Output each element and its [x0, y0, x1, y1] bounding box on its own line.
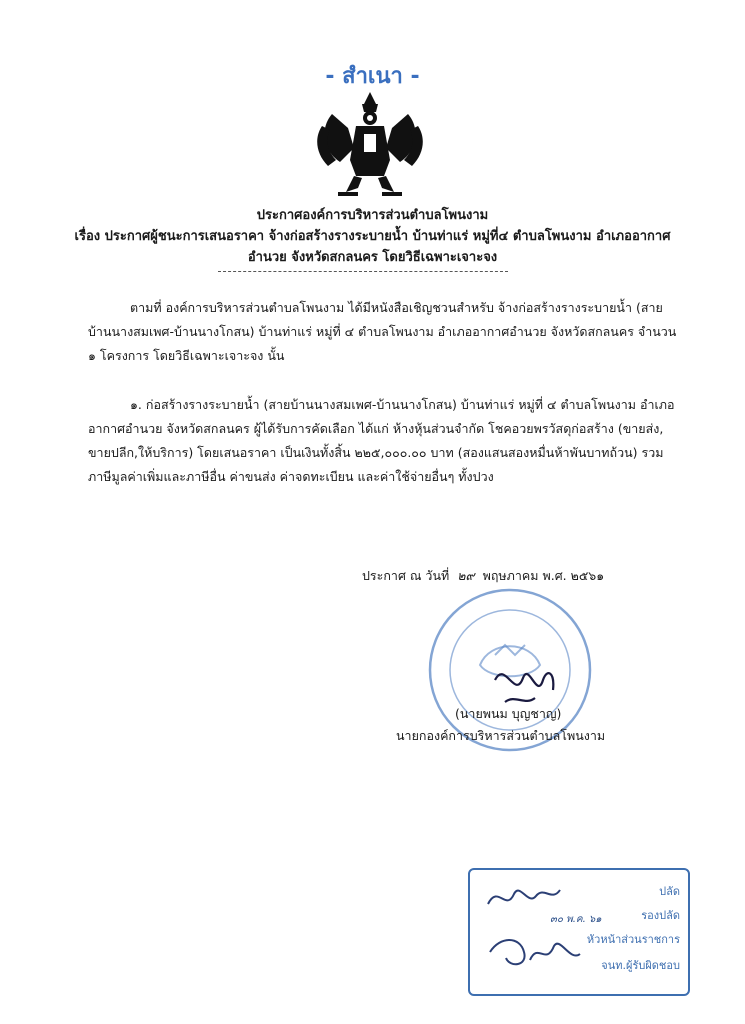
announcement-day: ๒๙	[457, 568, 475, 583]
document-subject-cont: อำนวย จังหวัดสกลนคร โดยวิธีเฉพาะเจาะจง	[247, 250, 498, 265]
stamp-handwritten-date: ๓๐ พ.ค. ๖๑	[550, 914, 602, 925]
announcement-date	[362, 566, 604, 586]
document-subject: เรื่อง ประกาศผู้ชนะการเสนอราคา จ้างก่อสร้างรางระบายน้ำ บ้านท่าแร่ หมู่ที่๔ ตำบลโพนงาม อำเภออากาศ	[74, 229, 671, 244]
announcement-prefix: ประกาศ ณ วันที่	[362, 568, 450, 583]
announcement-month-year: พฤษภาคม พ.ศ. ๒๕๖๑	[482, 568, 605, 583]
stamp-row-deputy: รองปลัด	[641, 909, 680, 922]
heading-divider	[218, 271, 508, 272]
stamp-signature-2-icon	[480, 932, 600, 972]
signer-name: (นายพนม บุญชาญ)	[455, 706, 562, 721]
document-heading: ประกาศองค์การบริหารส่วนตำบลโพนงาม	[256, 208, 489, 223]
stamp-signature-1-icon	[480, 876, 600, 916]
stamp-row-head: หัวหน้าส่วนราชการ	[586, 933, 680, 946]
garuda-emblem-icon	[310, 88, 430, 200]
stamp-row-chief: ปลัด	[659, 885, 680, 898]
signature-mark-icon	[485, 650, 565, 710]
copy-label: - สำเนา -	[325, 64, 420, 89]
signer-position: นายกองค์การบริหารส่วนตำบลโพนงาม	[396, 728, 606, 743]
body-paragraph-1: ตามที่ องค์การบริหารส่วนตำบลโพนงาม ได้มีหนังสือเชิญชวนสำหรับ จ้างก่อสร้างรางระบายน้ำ (สายบ้านนางสมเพศ-บ้านนางโกสน) บ้านท่าแร่ หมู่ที่ ๔ ตำบลโพนงาม อำเภออากาศอำนวย จังหวัดสกลนคร จำนวน ๑ โครงการ โดยวิธีเฉพาะเจาะจง นั้น	[88, 300, 677, 363]
body-paragraph-2: ๑. ก่อสร้างรางระบายน้ำ (สายบ้านนางสมเพศ-บ้านนางโกสน) บ้านท่าแร่ หมู่ที่ ๔ ตำบลโพนงาม อำเภออากาศอำนวย จังหวัดสกลนคร ผู้ได้รับการคัดเลือก ได้แก่ ห้างหุ้นส่วนจำกัด โชคอวยพรวัสดุก่อสร้าง (ขายส่ง, ขายปลีก,ให้บริการ) โดยเสนอราคา เป็นเงินทั้งสิ้น ๒๒๕,๐๐๐.๐๐ บาท (สองแสนสองหมื่นห้าพันบาทถ้วน) รวมภาษีมูลค่าเพิ่มและภาษีอื่น ค่าขนส่ง ค่าจดทะเบียน และค่าใช้จ่ายอื่นๆ ทั้งปวง	[88, 397, 675, 484]
stamp-row-officer: จนท.ผู้รับผิดชอบ	[601, 959, 680, 972]
routing-stamp	[468, 868, 690, 996]
